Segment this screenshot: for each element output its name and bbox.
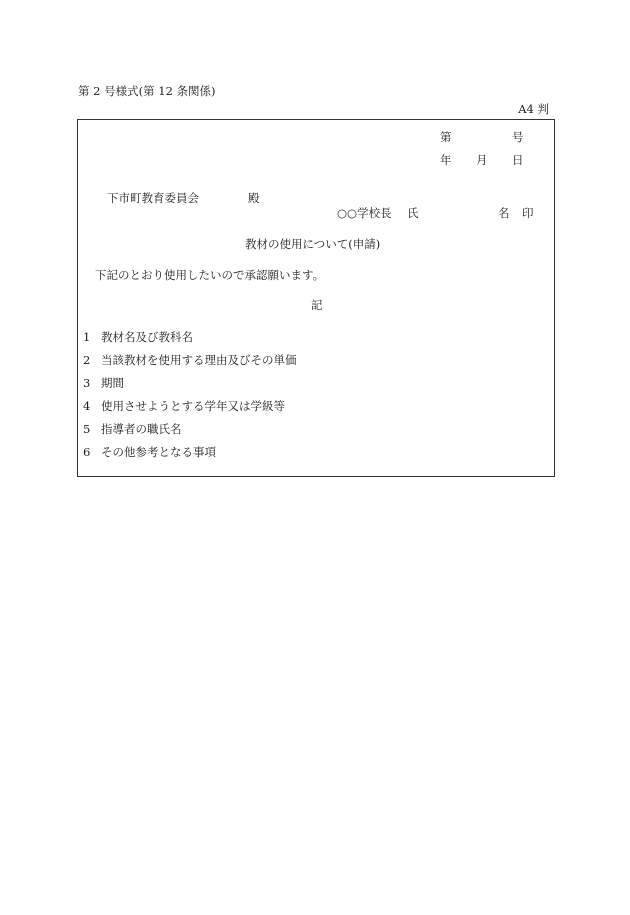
form-title: 第 2 号様式(第 12 条関係) xyxy=(78,84,216,98)
list-item xyxy=(83,424,182,436)
item-number: 4 xyxy=(83,399,91,413)
sender-title: ○○学校長 xyxy=(337,206,392,220)
document-number-label: 第 xyxy=(440,130,452,144)
list-item xyxy=(83,332,193,344)
recipient: 下市町教育委員会 xyxy=(107,191,199,205)
paper-size-label: A4 判 xyxy=(518,102,549,116)
item-number: 2 xyxy=(83,353,91,367)
honorific: 殿 xyxy=(248,191,260,205)
item-text: 指導者の職氏名 xyxy=(101,422,182,436)
sender-name-mark-2: 名 xyxy=(498,206,510,220)
subject-line: 教材の使用について(申請) xyxy=(245,237,381,251)
body-text: 下記のとおり使用したいので承認願います。 xyxy=(95,268,325,282)
item-number: 1 xyxy=(83,330,91,344)
date-day-label: 日 xyxy=(512,153,524,167)
date-year-label: 年 xyxy=(440,153,452,167)
ki-heading: 記 xyxy=(311,298,323,312)
seal-mark: 印 xyxy=(522,206,534,220)
item-number: 5 xyxy=(83,422,91,436)
list-item xyxy=(83,401,285,413)
item-text: 当該教材を使用する理由及びその単価 xyxy=(101,353,297,367)
item-text: 教材名及び教科名 xyxy=(101,330,193,344)
item-number: 6 xyxy=(83,445,91,459)
item-text: その他参考となる事項 xyxy=(101,445,216,459)
list-item xyxy=(83,447,216,459)
item-number: 3 xyxy=(83,376,91,390)
document-number-suffix: 号 xyxy=(512,130,524,144)
date-month-label: 月 xyxy=(476,153,488,167)
item-text: 使用させようとする学年又は学級等 xyxy=(101,399,285,413)
list-item xyxy=(83,378,124,390)
sender-name-mark: 氏 xyxy=(407,206,419,220)
item-text: 期間 xyxy=(101,376,124,390)
list-item xyxy=(83,355,297,367)
